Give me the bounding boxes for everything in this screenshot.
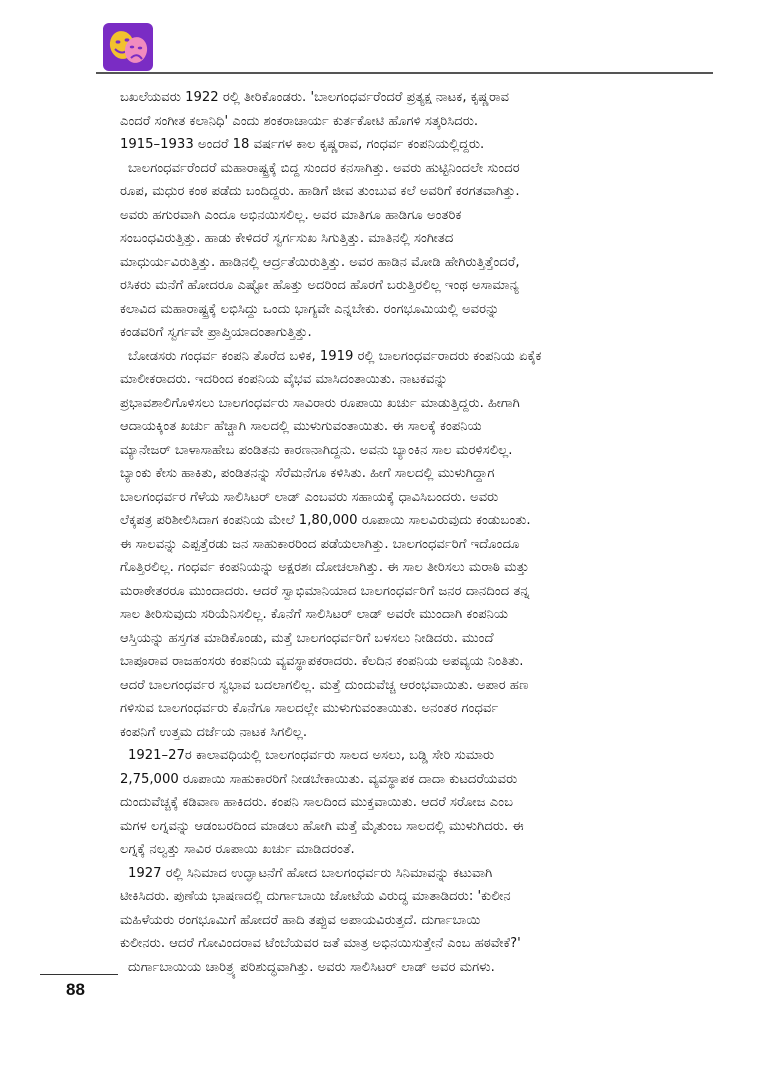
text-line: ಈ ಸಾಲವನ್ನು ಎಪ್ಪತ್ತೆರಡು ಜನ ಸಾಹುಕಾರರಿಂದ ಪಡೆಯಲಾಗಿತ್ತು. ಬಾಲಗಂಧರ್ವರಿಗೆ ಇದೊಂದೂ [120,536,520,552]
text-line: ಮಾಧುರ್ಯವಿರುತ್ತಿತ್ತು. ಹಾಡಿನಲ್ಲಿ ಆರ್ದ್ರತೆಯಿರುತ್ತಿತ್ತು. ಅವರ ಹಾಡಿನ ಮೋಡಿ ಹೇಗಿರುತ್ತಿತ್ತೆಂದರೆ, [120,254,520,270]
text-line: ಬ್ಯಾಂಕು ಕೇಸು ಹಾಕಿತು, ಪಂಡಿತನನ್ನು ಸೆರೆಮನೆಗೂ ಕಳಿಸಿತು. ಹೀಗೆ ಸಾಲದಲ್ಲಿ ಮುಳುಗಿದ್ದಾಗ [120,466,495,481]
text-line: ಆಸ್ತಿಯನ್ನು ಹಸ್ತಗತ ಮಾಡಿಕೊಂಡು, ಮತ್ತೆ ಬಾಲಗಂಧರ್ವರಿಗೆ ಬಳಸಲು ನೀಡಿದರು. ಮುಂದೆ [120,630,494,646]
text-line: ಸಂಬಂಧವಿರುತ್ತಿತ್ತು. ಹಾಡು ಕೇಳಿದರೆ ಸ್ವರ್ಗಸುಖ ಸಿಗುತ್ತಿತ್ತು. ಮಾತಿನಲ್ಲಿ ಸಂಗೀತದ [120,231,454,246]
paragraph [120,86,708,157]
body-text [120,86,708,979]
paragraph [120,744,708,862]
text-line: ಬಾಲಗಂಧರ್ವರ ಗೆಳೆಯ ಸಾಲಿಸಿಟರ್ ಲಾಡ್ ಎಂಬವರು ಸಹಾಯಕ್ಕೆ ಧಾವಿಸಿಬಂದರು. ಅವರು [120,489,499,505]
text-line: 1921–27ರ ಕಾಲಾವಧಿಯಲ್ಲಿ ಬಾಲಗಂಧರ್ವರು ಸಾಲದ ಅಸಲು, ಬಡ್ಡಿ ಸೇರಿ ಸುಮಾರು [128,748,495,763]
text-line: ಕಲಾವಿದ ಮಹಾರಾಷ್ಟ್ರಕ್ಕೆ ಲಭಿಸಿದ್ದು ಒಂದು ಭಾಗ್ಯವೇ ಎನ್ನಬೇಕು. ರಂಗಭೂಮಿಯಲ್ಲಿ ಅವರನ್ನು [120,301,500,317]
text-line: ಮಹಿಳೆಯರು ರಂಗಭೂಮಿಗೆ ಹೋದರೆ ಹಾದಿ ತಪ್ಪುವ ಅಪಾಯವಿರುತ್ತದೆ. ದುರ್ಗಾಬಾಯಿ [120,912,481,928]
text-line: ರಸಿಕರು ಮನೆಗೆ ಹೋದರೂ ಎಷ್ಟೋ ಹೊತ್ತು ಅದರಿಂದ ಹೊರಗೆ ಬರುತ್ತಿರಲಿಲ್ಲ ಇಂಥ ಅಸಾಮಾನ್ಯ [120,278,519,293]
theatre-masks-icon [103,23,153,71]
text-line: 1927 ರಲ್ಲಿ ಸಿನಿಮಾದ ಉದ್ಘಾಟನೆಗೆ ಹೋದ ಬಾಲಗಂಧರ್ವರು ಸಿನಿಮಾವನ್ನು ಕಟುವಾಗಿ [128,865,493,881]
text-line: 2,75,000 ರೂಪಾಯಿ ಸಾಹುಕಾರರಿಗೆ ನೀಡಬೇಕಾಯಿತು. ವ್ಯವಸ್ಥಾಪಕ ದಾದಾ ಕುಟದರೆಯವರು [120,771,518,787]
text-line: ಕಂಡವರಿಗೆ ಸ್ವರ್ಗವೇ ಪ್ರಾಪ್ತಿಯಾದಂತಾಗುತ್ತಿತ್ತು. [120,325,312,340]
text-line: ಮರಾಠೇತರರೂ ಮುಂದಾದರು. ಆದರೆ ಸ್ವಾಭಿಮಾನಿಯಾದ ಬಾಲಗಂಧರ್ವರಿಗೆ ಜನರ ದಾನದಿಂದ ತನ್ನ [120,583,530,599]
text-line: ಬಖಲೆಯವರು 1922 ರಲ್ಲಿ ತೀರಿಕೊಂಡರು. 'ಬಾಲಗಂಧರ್ವರೆಂದರೆ ಪ್ರತ್ಯಕ್ಷ ನಾಟಕ, ಕೃಷ್ಣರಾವ [120,90,510,105]
text-line: ಗಳಿಸುವ ಬಾಲಗಂಧರ್ವರು ಕೊನೆಗೂ ಸಾಲದಲ್ಲೇ ಮುಳುಗುವಂತಾಯಿತು. ಅನಂತರ ಗಂಧರ್ವ [120,701,499,716]
text-line: ಗೊತ್ತಿರಲಿಲ್ಲ. ಗಂಧರ್ವ ಕಂಪನಿಯನ್ನು ಅಕ್ಷರಶಃ ದೋಚಲಾಗಿತ್ತು. ಈ ಸಾಲ ತೀರಿಸಲು ಮರಾಠಿ ಮತ್ತು [120,560,530,575]
text-line: ಬಾಪೂರಾವ ರಾಜಹಂಸರು ಕಂಪನಿಯ ವ್ಯವಸ್ಥಾಪಕರಾದರು. ಕೆಲದಿನ ಕಂಪನಿಯ ಅಪವ್ಯಯ ನಿಂತಿತು. [120,654,524,669]
paragraph [120,345,708,745]
text-line: ಬಾಲಗಂಧರ್ವರೆಂದರೆ ಮಹಾರಾಷ್ಟ್ರಕ್ಕೆ ಬಿದ್ದ ಸುಂದರ ಕನಸಾಗಿತ್ತು. ಅವರು ಹುಟ್ಟಿನಿಂದಲೇ ಸುಂದರ [128,160,520,176]
text-line: ಪ್ರಭಾವಶಾಲಿಗೊಳಿಸಲು ಬಾಲಗಂಧರ್ವರು ಸಾವಿರಾರು ರೂಪಾಯಿ ಖರ್ಚು ಮಾಡುತ್ತಿದ್ದರು. ಹೀಗಾಗಿ [120,395,520,411]
text-line: ಕಂಪನಿಗೆ ಉತ್ತಮ ದರ್ಜೆಯ ನಾಟಕ ಸಿಗಲಿಲ್ಲ. [120,724,308,740]
header-rule [96,72,713,74]
paragraph [120,956,708,980]
text-line: ಮಾಲೀಕರಾದರು. ಇದರಿಂದ ಕಂಪನಿಯ ವೈಭವ ಮಾಸಿದಂತಾಯಿತು. ನಾಟಕವನ್ನು [120,372,448,387]
text-line: ದುರ್ಗಾಬಾಯಿಯ ಚಾರಿತ್ರ್ಯ ಪರಿಶುದ್ಧವಾಗಿತ್ತು. ಅವರು ಸಾಲಿಸಿಟರ್ ಲಾಡ್ ಅವರ ಮಗಳು. [128,959,495,975]
text-line: ಅವರು ಹಗುರವಾಗಿ ಎಂದೂ ಅಭಿನಯಿಸಲಿಲ್ಲ. ಅವರ ಮಾತಿಗೂ ಹಾಡಿಗೂ ಅಂತರಿಕ [120,207,462,223]
text-line: ರೂಪ, ಮಧುರ ಕಂಠ ಪಡೆದು ಬಂದಿದ್ದರು. ಹಾಡಿಗೆ ಜೀವ ತುಂಬುವ ಕಲೆ ಅವರಿಗೆ ಕರಗತವಾಗಿತ್ತು. [120,184,520,199]
page-number: 88 [66,980,85,999]
text-line: ಟೀಕಿಸಿದರು. ಪುಣೆಯ ಭಾಷಣದಲ್ಲಿ ದುರ್ಗಾಬಾಯಿ ಜೋಟೆಯ ವಿರುದ್ಧ ಮಾತಾಡಿದರು: 'ಕುಲೀನ [120,889,511,904]
text-line: ಮಗಳ ಲಗ್ನವನ್ನು ಆಡಂಬರದಿಂದ ಮಾಡಲು ಹೋಗಿ ಮತ್ತೆ ಮೈತುಂಬ ಸಾಲದಲ್ಲಿ ಮುಳುಗಿದರು. ಈ [120,818,524,834]
text-line: ಲೆಕ್ಕಪತ್ರ ಪರಿಶೀಲಿಸಿದಾಗ ಕಂಪನಿಯ ಮೇಲೆ 1,80,000 ರೂಪಾಯಿ ಸಾಲವಿರುವುದು ಕಂಡುಬಂತು. [120,513,531,528]
text-line: 1915–1933 ಅಂದರೆ 18 ವರ್ಷಗಳ ಕಾಲ ಕೃಷ್ಣರಾವ, ಗಂಧರ್ವ ಕಂಪನಿಯಲ್ಲಿದ್ದರು. [120,137,485,152]
paragraph [120,862,708,956]
footer-rule [40,974,118,975]
text-line: ಕುಲೀನರು. ಆದರೆ ಗೋವಿಂದರಾವ ಟೆಂಬೆಯವರ ಜತೆ ಮಾತ್ರ ಅಭಿನಯಿಸುತ್ತೇನೆ ಎಂಬ ಹಠವೇಕೆ?' [120,936,521,951]
text-line: ಮ್ಯಾನೇಜರ್ ಬಾಳಾಸಾಹೇಬ ಪಂಡಿತನು ಕಾರಣನಾಗಿದ್ದನು. ಅವನು ಬ್ಯಾಂಕಿನ ಸಾಲ ಮರಳಿಸಲಿಲ್ಲ. [120,442,513,458]
text-line: ದುಂದುವೆಚ್ಚಕ್ಕೆ ಕಡಿವಾಣ ಹಾಕಿದರು. ಕಂಪನಿ ಸಾಲದಿಂದ ಮುಕ್ತವಾಯಿತು. ಆದರೆ ಸರೋಜ ಎಂಬ [120,795,514,810]
text-line: ಎಂದರೆ ಸಂಗೀತ ಕಲಾನಿಧಿ' ಎಂದು ಶಂಕರಾಚಾರ್ಯ ಕುರ್ತಕೋಟಿ ಹೊಗಳಿ ಸತ್ಕರಿಸಿದರು. [120,113,479,129]
text-line: ಆದಾಯಕ್ಕಿಂತ ಖರ್ಚು ಹೆಚ್ಚಾಗಿ ಸಾಲದಲ್ಲಿ ಮುಳುಗುವಂತಾಯಿತು. ಈ ಸಾಲಕ್ಕೆ ಕಂಪನಿಯ [120,419,482,434]
text-line: ಆದರೆ ಬಾಲಗಂಧರ್ವರ ಸ್ವಭಾವ ಬದಲಾಗಲಿಲ್ಲ. ಮತ್ತೆ ದುಂದುವೆಚ್ಚ ಆರಂಭವಾಯಿತು. ಅಪಾರ ಹಣ [120,677,529,693]
text-line: ಬೋಡಸರು ಗಂಧರ್ವ ಕಂಪನಿ ತೊರೆದ ಬಳಿಕ, 1919 ರಲ್ಲಿ ಬಾಲಗಂಧರ್ವರಾದರು ಕಂಪನಿಯ ಏಕೈಕ [128,348,542,364]
text-line: ಸಾಲ ತೀರಿಸುವುದು ಸರಿಯೆನಿಸಲಿಲ್ಲ. ಕೊನೆಗೆ ಸಾಲಿಸಿಟರ್ ಲಾಡ್ ಅವರೇ ಮುಂದಾಗಿ ಕಂಪನಿಯ [120,607,509,622]
paragraph [120,157,708,345]
text-line: ಲಗ್ನಕ್ಕೆ ನಲ್ವತ್ತು ಸಾವಿರ ರೂಪಾಯಿ ಖರ್ಚು ಮಾಡಿದರಂತೆ. [120,842,355,857]
